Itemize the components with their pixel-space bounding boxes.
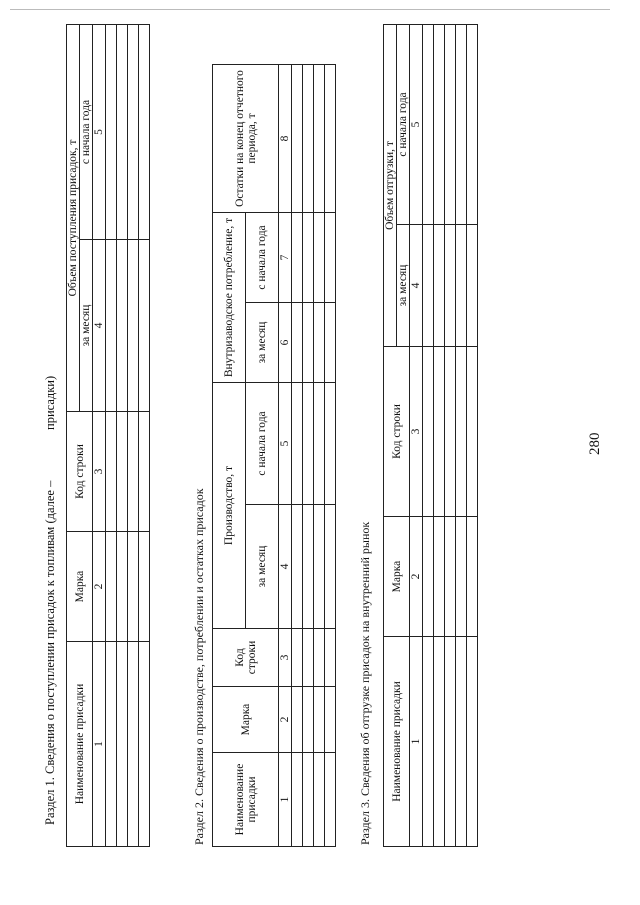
col-number: 4 — [279, 505, 292, 629]
header-year: с начала года — [397, 24, 410, 224]
col-number: 5 — [410, 24, 423, 224]
header-shipment: Объем отгрузки, т — [384, 24, 397, 346]
section2-table — [212, 64, 336, 847]
header-year: с начала года — [246, 212, 279, 302]
section1-title: Раздел 1. Сведения о поступлении присадок к топливам (далее – — [43, 480, 57, 825]
header-name: Наименование присадки — [213, 753, 279, 847]
header-internal: Внутризаводское потребление, т — [213, 212, 246, 382]
header-year: с начала года — [80, 25, 93, 240]
table-row — [467, 24, 478, 846]
table-row — [106, 25, 117, 847]
header-mark: Марка — [67, 532, 93, 642]
col-number: 5 — [279, 382, 292, 504]
header-mark: Марка — [213, 687, 279, 753]
header-volume: Объем поступления присадок, т — [67, 25, 80, 412]
header-production: Производство, т — [213, 382, 246, 628]
col-number: 5 — [93, 25, 106, 240]
col-number: 4 — [410, 225, 423, 347]
table-row — [314, 64, 325, 846]
header-mark: Марка — [384, 517, 410, 637]
header-remains: Остатки на конец отчетного периода, т — [213, 64, 279, 212]
table-row — [117, 25, 128, 847]
col-number: 2 — [93, 532, 106, 642]
table-row — [456, 24, 467, 846]
section2-title: Раздел 2. Сведения о производстве, потреблении и остатках присадок — [192, 488, 206, 845]
col-number: 1 — [279, 753, 292, 847]
col-number: 8 — [279, 64, 292, 212]
header-name: Наименование присадки — [384, 637, 410, 847]
table-row — [303, 64, 314, 846]
section1-title-continuation: присадки) — [43, 375, 57, 430]
col-number: 3 — [410, 347, 423, 517]
col-number: 6 — [279, 302, 292, 382]
header-year: с начала года — [246, 382, 279, 504]
section1-table — [66, 24, 150, 847]
col-number: 3 — [93, 412, 106, 532]
header-month: за месяц — [397, 225, 410, 347]
page-number: 280 — [587, 432, 603, 455]
col-number: 3 — [279, 629, 292, 687]
table-row — [128, 25, 139, 847]
header-month: за месяц — [246, 302, 279, 382]
section3-title: Раздел 3. Сведения об отгрузке присадок на внутренний рынок — [358, 521, 372, 845]
col-number: 2 — [410, 517, 423, 637]
col-number: 1 — [410, 637, 423, 847]
table-row — [423, 24, 434, 846]
header-code: Код строки — [384, 347, 410, 517]
page-edge-line — [10, 9, 610, 10]
table-row — [325, 64, 336, 846]
table-row — [445, 24, 456, 846]
table-row — [434, 24, 445, 846]
section3-table — [383, 24, 478, 847]
header-month: за месяц — [80, 240, 93, 412]
header-name: Наименование присадки — [67, 642, 93, 847]
header-code: Код строки — [213, 629, 279, 687]
col-number: 7 — [279, 212, 292, 302]
col-number: 4 — [93, 240, 106, 412]
table-row — [139, 25, 150, 847]
header-month: за месяц — [246, 505, 279, 629]
col-number: 2 — [279, 687, 292, 753]
table-row — [292, 64, 303, 846]
header-code: Код строки — [67, 412, 93, 532]
col-number: 1 — [93, 642, 106, 847]
